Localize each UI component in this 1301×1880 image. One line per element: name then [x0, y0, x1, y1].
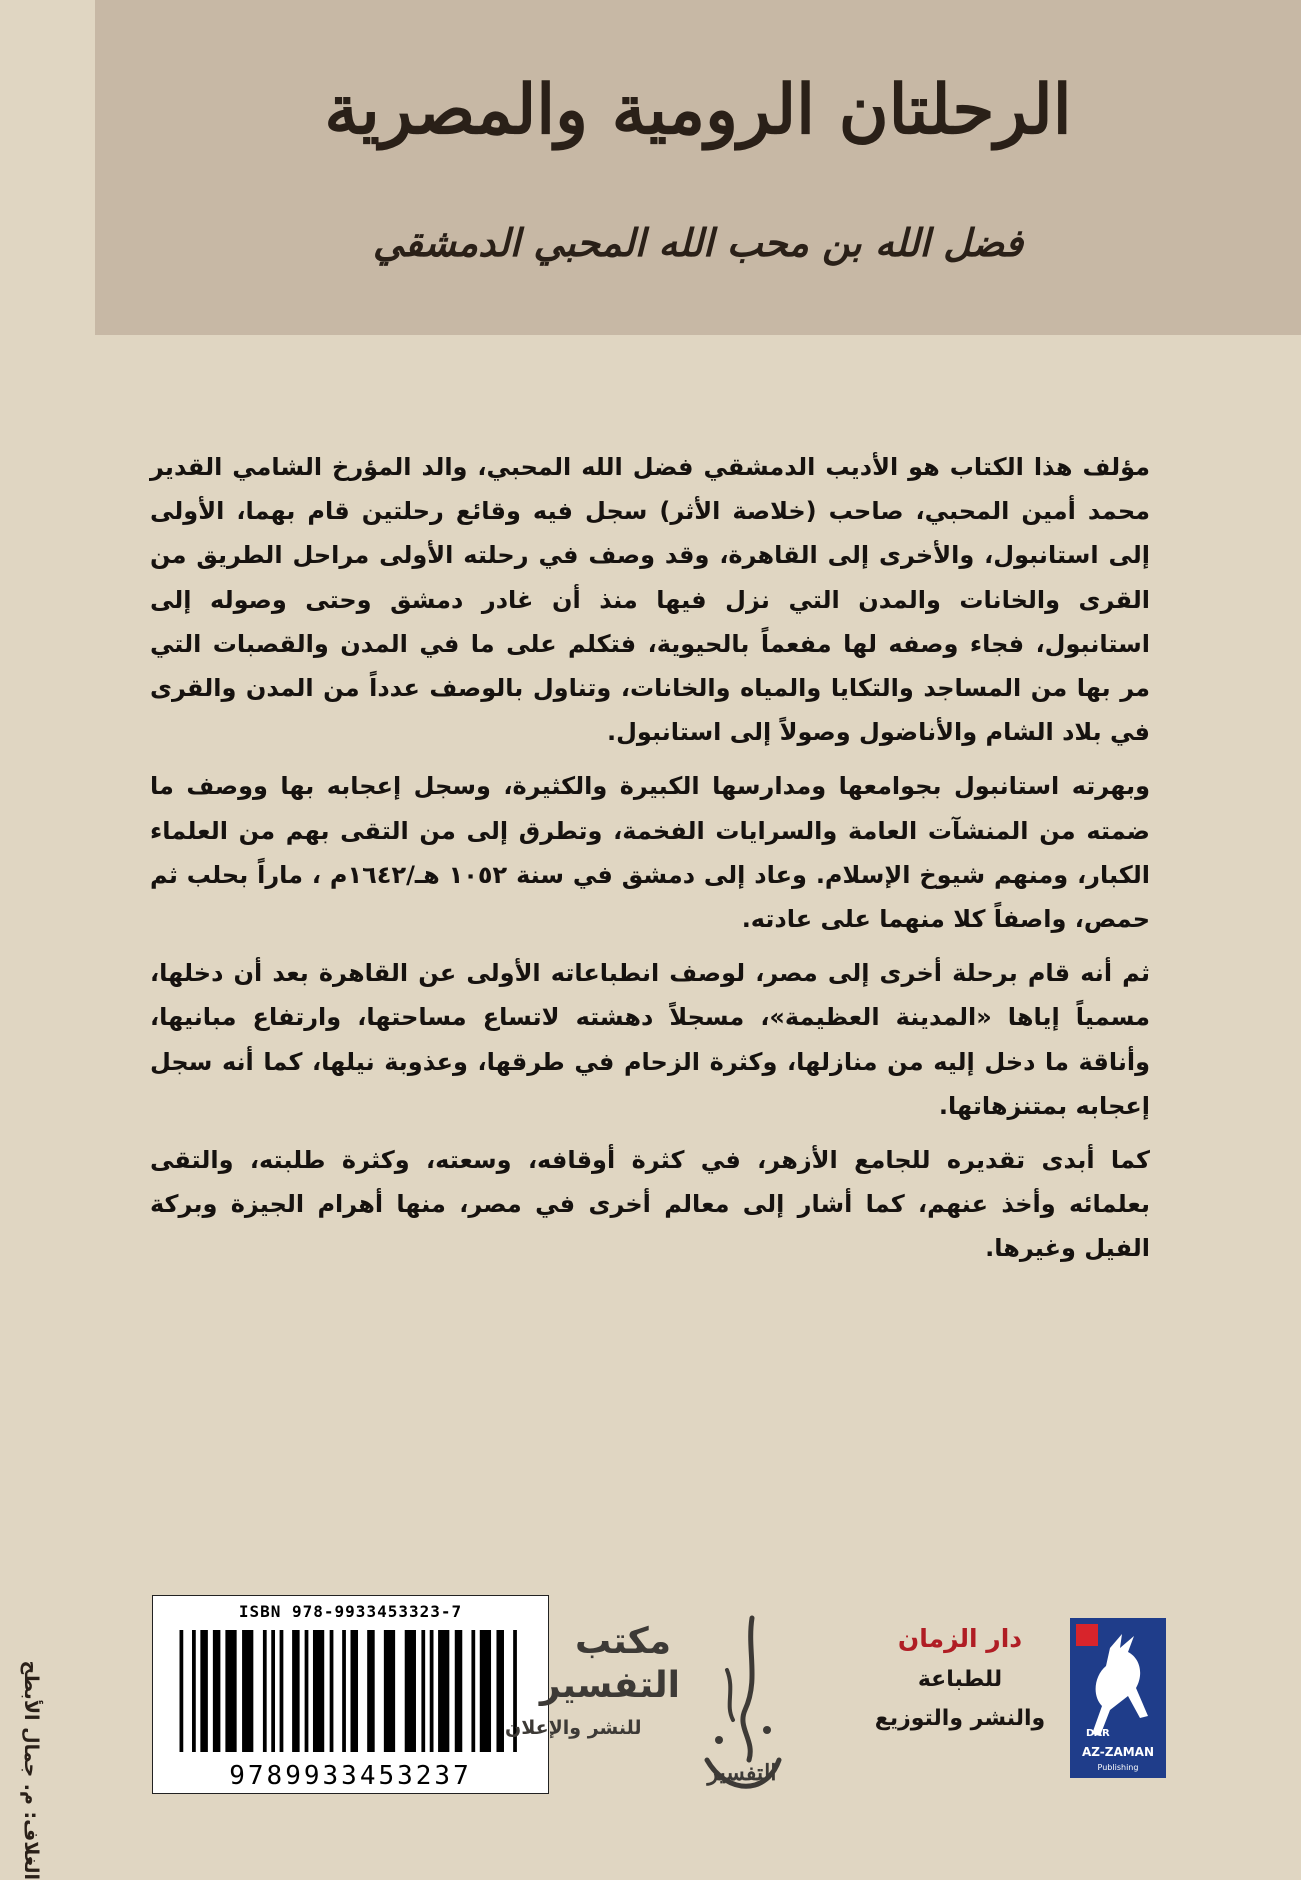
barcode-bar — [192, 1630, 196, 1752]
barcode-bar — [438, 1630, 449, 1752]
barcode-bar — [213, 1630, 221, 1752]
barcode-bar — [200, 1630, 208, 1752]
barcode-bar — [455, 1630, 463, 1752]
tafsir-line-name: التفسير — [539, 1665, 680, 1706]
barcode-bar — [292, 1630, 300, 1752]
book-title: الرحلتان الرومية والمصرية — [324, 70, 1072, 150]
paragraph-3: ثم أنه قام برحلة أخرى إلى مصر، لوصف انطباعاته الأولى عن القاهرة بعد أن دخلها، مسمياً إياها «المدينة العظيمة»، مسجلاً دهشته لاتساع مساحتها، وارتفاع مبانيها، وأناقة ما دخل إليه من منازلها، وكثرة الزحام في طرقها، وعذوبة نيلها، كما أنه سجل إعجابه بمتنزهاتها. — [150, 959, 1150, 1120]
barcode-bar — [471, 1630, 475, 1752]
tafsir-calligraphy-logo — [697, 1610, 787, 1810]
paragraph-2: وبهرته استانبول بجوامعها ومدارسها الكبيرة والكثيرة، وسجل إعجابه بها ووصف ما ضمته من المنشآت العامة والسرايات الفخمة، وتطرق إلى من التقى بهم من العلماء الكبار، ومنهم شيوخ الإسلام. وعاد إلى دمشق في سنة ١٠٥٢ هـ/١٦٤٢م ، ماراً بحلب ثم حمص، واصفاً كلا منهما على عادته. — [150, 772, 1151, 934]
paragraph-1: مؤلف هذا الكتاب هو الأديب الدمشقي فضل الله المحبي، والد المؤرخ الشامي القدير محمد أمين المحبي، صاحب (خلاصة الأثر) سجل فيه وقائع رحلتين قام بهما، الأولى إلى استانبول، والأخرى إلى القاهرة، وقد وصف في رحلته الأولى مراحل الطريق من القرى والخانات والمدن التي نزل فيها منذ أن غادر دمشق وحتى وصوله إلى استانبول، فجاء وصفه لها مفعماً بالحيوية، فتكلم على ما في المدن والقصبات التي مر بها من المساجد والتكايا والمياه والخانات، وتناول بالوصف عدداً من المدن والقرى في بلاد الشام والأناضول وصولاً إلى استانبول. — [150, 453, 1150, 747]
tafsir-logo-text: التفسير — [707, 1760, 777, 1786]
barcode-bar — [496, 1630, 504, 1752]
isbn-barcode — [152, 1595, 549, 1794]
paragraph-4: كما أبدى تقديره للجامع الأزهر، في كثرة أوقافه، وسعته، وكثرة طلبته، والتقى بعلمائه وأخذ عنهم، كما أشار إلى معالم أخرى في مصر، منها أهرام الجيزة وبركة الفيل وغيرها. — [150, 1146, 1150, 1263]
tafsir-line-office: مكتب — [575, 1621, 672, 1662]
zaman-line-publishing: والنشر والتوزيع — [874, 1706, 1046, 1731]
barcode-bars — [167, 1630, 534, 1752]
barcode-bar — [384, 1630, 395, 1752]
zaman-line-printing: للطباعة — [917, 1667, 1003, 1692]
barcode-bar — [180, 1630, 184, 1752]
tafsir-name-block — [505, 1620, 680, 1748]
barcode-bar — [225, 1630, 236, 1752]
zaman-logo-dar: DAR — [1086, 1728, 1110, 1739]
barcode-bar — [405, 1630, 416, 1752]
barcode-bar — [280, 1630, 284, 1752]
barcode-bar — [367, 1630, 375, 1752]
barcode-bar — [313, 1630, 324, 1752]
title-band — [95, 0, 1301, 335]
zaman-deer-logo — [1070, 1618, 1166, 1778]
back-cover-description — [150, 445, 1150, 1281]
tafsir-publisher — [505, 1620, 805, 1810]
zaman-name: دار الزمان — [897, 1624, 1023, 1653]
barcode-bar — [271, 1630, 275, 1752]
zaman-logo-sub: Publishing — [1097, 1763, 1139, 1772]
barcode-bar — [342, 1630, 346, 1752]
zaman-logo-name: AZ-ZAMAN — [1081, 1745, 1155, 1759]
zaman-publisher — [860, 1618, 1180, 1808]
isbn-label: ISBN 978-9933453323-7 — [238, 1602, 463, 1621]
barcode-bar — [305, 1630, 309, 1752]
barcode-bar — [263, 1630, 267, 1752]
barcode-bar — [430, 1630, 434, 1752]
barcode-bar — [242, 1630, 253, 1752]
tafsir-line-tagline: للنشر والإعلان — [505, 1717, 642, 1739]
barcode-bar — [480, 1630, 491, 1752]
barcode-digits: 9789933453237 — [229, 1761, 472, 1791]
barcode-bar — [330, 1630, 334, 1752]
author-name: فضل الله بن محب الله المحبي الدمشقي — [372, 220, 1024, 265]
barcode-bar — [421, 1630, 425, 1752]
barcode-bar — [351, 1630, 359, 1752]
zaman-name-block — [860, 1618, 1060, 1738]
cover-designer-credit: الغلاف: م. جمال الأبطح — [20, 1660, 42, 1880]
